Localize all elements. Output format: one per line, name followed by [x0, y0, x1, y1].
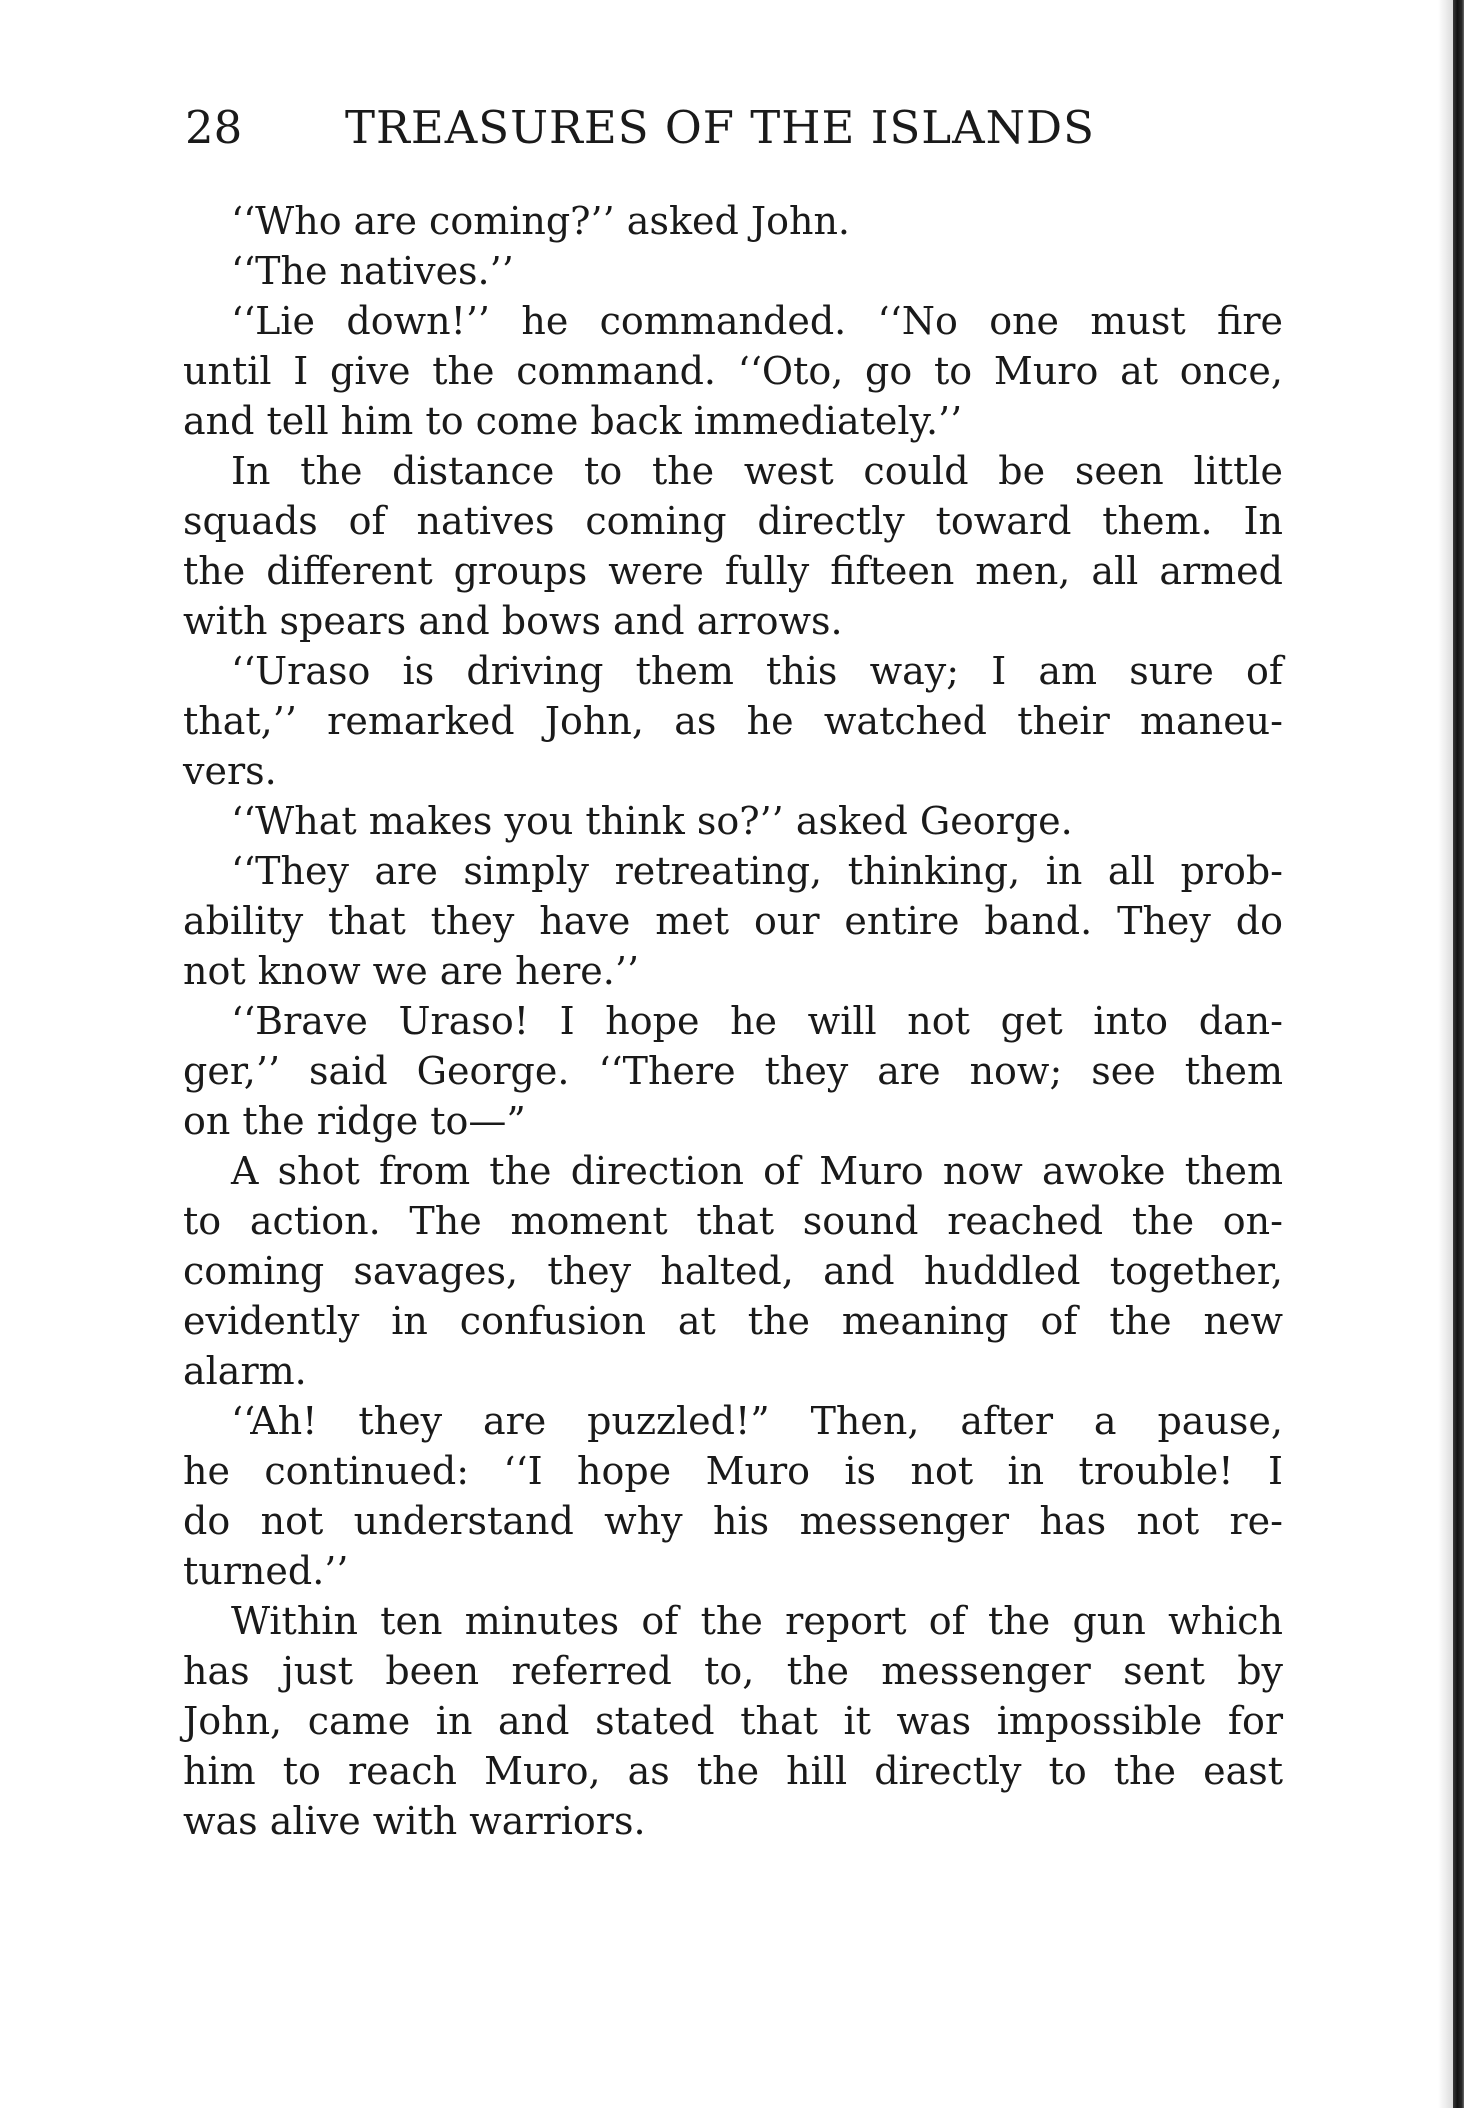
text-line: on the ridge to—” — [183, 1099, 526, 1143]
text-line: evidently in confusion at the meaning of the new — [183, 1299, 1283, 1343]
text-line: him to reach Muro, as the hill directly to the east — [183, 1749, 1283, 1793]
running-title: TREASURES OF THE ISLANDS — [345, 101, 1095, 154]
text-line: ‘‘The natives.’’ — [231, 249, 514, 293]
binding-shadow — [1438, 0, 1453, 2108]
page-header — [185, 98, 1285, 158]
binding-edge — [1453, 0, 1464, 2108]
text-line: he continued: ‘‘I hope Muro is not in trouble! I — [183, 1449, 1283, 1493]
text-line: do not understand why his messenger has not re- — [183, 1499, 1283, 1543]
text-line: turned.’’ — [183, 1549, 349, 1593]
text-line: ‘‘Who are coming?’’ asked John. — [231, 199, 851, 243]
text-line: that,’’ remarked John, as he watched their maneu- — [183, 699, 1283, 743]
text-line: the different groups were fully fifteen men, all armed — [183, 549, 1283, 593]
text-line: ‘‘They are simply retreating, thinking, in all prob- — [231, 849, 1283, 893]
text-line: In the distance to the west could be seen little — [231, 449, 1283, 493]
text-line: with spears and bows and arrows. — [183, 599, 843, 643]
text-line: alarm. — [183, 1349, 307, 1393]
text-line: ‘‘Lie down!’’ he commanded. ‘‘No one must fire — [231, 299, 1283, 343]
text-line: not know we are here.’’ — [183, 949, 640, 993]
text-line: ‘‘Brave Uraso! I hope he will not get into dan- — [231, 999, 1283, 1043]
text-line: has just been referred to, the messenger sent by — [183, 1649, 1283, 1693]
text-line: John, came in and stated that it was impossible for — [183, 1699, 1283, 1743]
text-line: to action. The moment that sound reached the on- — [183, 1199, 1283, 1243]
text-line: Within ten minutes of the report of the gun which — [231, 1599, 1283, 1643]
text-line: coming savages, they halted, and huddled together, — [183, 1249, 1283, 1293]
text-line: A shot from the direction of Muro now awoke them — [231, 1149, 1283, 1193]
body-text — [183, 196, 1283, 1846]
text-line: and tell him to come back immediately.’’ — [183, 399, 963, 443]
text-line: ger,’’ said George. ‘‘There they are now; see them — [183, 1049, 1283, 1093]
text-line: ‘‘What makes you think so?’’ asked George. — [231, 799, 1073, 843]
page-number: 28 — [185, 101, 243, 154]
text-line: was alive with warriors. — [183, 1799, 646, 1843]
text-line: ‘‘Uraso is driving them this way; I am sure of — [231, 649, 1283, 693]
text-line: vers. — [183, 749, 277, 793]
text-line: ‘‘Ah! they are puzzled!” Then, after a pause, — [231, 1399, 1283, 1443]
text-line: ability that they have met our entire band. They do — [183, 899, 1283, 943]
text-line: until I give the command. ‘‘Oto, go to Muro at once, — [183, 349, 1283, 393]
text-line: squads of natives coming directly toward them. In — [183, 499, 1283, 543]
